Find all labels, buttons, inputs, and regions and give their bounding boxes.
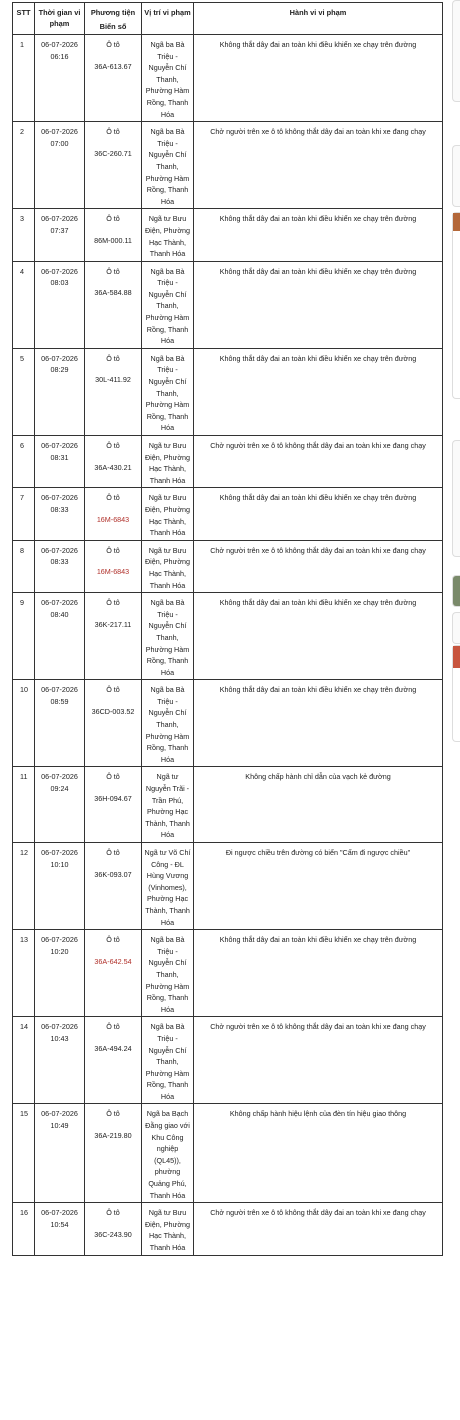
cell-plate: 36A-494.24 bbox=[94, 1043, 132, 1053]
cell-vehicle bbox=[85, 680, 142, 767]
cell-vehicle bbox=[85, 843, 142, 930]
table-row bbox=[13, 261, 443, 348]
cell-behavior: Không thắt dây đai an toàn khi điều khiển xe chạy trên đường bbox=[194, 35, 443, 122]
header-location: Vị trí vi phạm bbox=[142, 3, 194, 35]
cell-clock: 10:43 bbox=[50, 1033, 69, 1043]
table-row bbox=[13, 1203, 443, 1255]
cell-date: 06-07-2026 bbox=[41, 685, 78, 695]
cell-stt: 10 bbox=[13, 680, 35, 767]
table-row bbox=[13, 540, 443, 592]
cell-behavior: Không thắt dây đai an toàn khi điều khiển xe chạy trên đường bbox=[194, 348, 443, 435]
cell-clock: 07:00 bbox=[50, 138, 69, 148]
cell-time bbox=[35, 1017, 85, 1104]
cell-date: 06-07-2026 bbox=[41, 214, 78, 224]
cell-vehicle-type: Ô tô bbox=[106, 545, 120, 555]
header-vehicle-line1: Phương tiện bbox=[90, 8, 136, 17]
table-row bbox=[13, 843, 443, 930]
cell-behavior: Không thắt dây đai an toàn khi điều khiển xe chạy trên đường bbox=[194, 930, 443, 1017]
cell-clock: 07:37 bbox=[50, 225, 69, 235]
cell-location: Ngã tư Bưu Điện, Phường Hạc Thành, Thanh Hóa bbox=[142, 1203, 194, 1255]
cell-vehicle bbox=[85, 261, 142, 348]
cell-behavior: Chở người trên xe ô tô không thắt dây đai an toàn khi xe đang chạy bbox=[194, 1017, 443, 1104]
cell-stt: 16 bbox=[13, 1203, 35, 1255]
cell-date: 06-07-2026 bbox=[41, 1022, 78, 1032]
cell-vehicle-type: Ô tô bbox=[106, 1109, 120, 1119]
cell-date: 06-07-2026 bbox=[41, 772, 78, 782]
cell-plate: 86M-000.11 bbox=[94, 235, 132, 245]
cell-time bbox=[35, 348, 85, 435]
cell-time bbox=[35, 35, 85, 122]
edge-panel-1 bbox=[452, 0, 460, 102]
cell-location: Ngã ba Bà Triệu - Nguyễn Chí Thanh, Phường Hàm Rồng, Thanh Hóa bbox=[142, 348, 194, 435]
cell-plate: 16M-6843 bbox=[96, 514, 130, 524]
cell-behavior: Đi ngược chiều trên đường có biển "Cấm đi ngược chiều" bbox=[194, 843, 443, 930]
cell-date: 06-07-2026 bbox=[41, 266, 78, 276]
cell-plate: 36H-094.67 bbox=[94, 794, 132, 804]
cell-clock: 08:31 bbox=[50, 452, 69, 462]
cell-vehicle-type: Ô tô bbox=[106, 493, 120, 503]
cell-clock: 10:49 bbox=[50, 1121, 69, 1131]
table-row bbox=[13, 680, 443, 767]
cell-time bbox=[35, 1203, 85, 1255]
cell-stt: 3 bbox=[13, 209, 35, 261]
cell-vehicle-type: Ô tô bbox=[106, 1022, 120, 1032]
cell-time bbox=[35, 593, 85, 680]
cell-stt: 5 bbox=[13, 348, 35, 435]
cell-plate: 36A-219.80 bbox=[94, 1131, 132, 1141]
cell-plate: 36A-613.67 bbox=[94, 61, 132, 71]
cell-behavior: Chở người trên xe ô tô không thắt dây đai an toàn khi xe đang chạy bbox=[194, 122, 443, 209]
cell-plate: 36C-243.90 bbox=[94, 1229, 132, 1239]
cell-location: Ngã ba Bà Triệu - Nguyễn Chí Thanh, Phường Hàm Rồng, Thanh Hóa bbox=[142, 680, 194, 767]
cell-vehicle bbox=[85, 35, 142, 122]
cell-time bbox=[35, 436, 85, 488]
cell-time bbox=[35, 122, 85, 209]
cell-behavior: Không chấp hành hiệu lệnh của đèn tín hiệu giao thông bbox=[194, 1104, 443, 1203]
cell-location: Ngã tư Bưu Điện, Phường Hạc Thành, Thanh Hóa bbox=[142, 436, 194, 488]
cell-location: Ngã tư Nguyễn Trãi - Trần Phú, Phường Hạc Thành, Thanh Hóa bbox=[142, 767, 194, 843]
cell-stt: 1 bbox=[13, 35, 35, 122]
cell-date: 06-07-2026 bbox=[41, 935, 78, 945]
cell-location: Ngã ba Bà Triệu - Nguyễn Chí Thanh, Phường Hàm Rồng, Thanh Hóa bbox=[142, 122, 194, 209]
cell-date: 06-07-2026 bbox=[41, 598, 78, 608]
cell-plate: 36CD-003.52 bbox=[91, 706, 135, 716]
cell-vehicle bbox=[85, 436, 142, 488]
cell-vehicle-type: Ô tô bbox=[106, 598, 120, 608]
header-stt: STT bbox=[13, 3, 35, 35]
cell-vehicle-type: Ô tô bbox=[106, 266, 120, 276]
cell-location: Ngã ba Bà Triệu - Nguyễn Chí Thanh, Phường Hàm Rồng, Thanh Hóa bbox=[142, 261, 194, 348]
violations-table-wrap bbox=[12, 2, 442, 1256]
cell-date: 06-07-2026 bbox=[41, 353, 78, 363]
cell-plate: 36K-093.07 bbox=[94, 869, 132, 879]
cell-vehicle-type: Ô tô bbox=[106, 848, 120, 857]
cell-location: Ngã tư Bưu Điện, Phường Hạc Thành, Thanh Hóa bbox=[142, 540, 194, 592]
cell-vehicle bbox=[85, 767, 142, 843]
cell-vehicle-type: Ô tô bbox=[106, 353, 120, 363]
cell-stt: 2 bbox=[13, 122, 35, 209]
cell-vehicle bbox=[85, 930, 142, 1017]
cell-time bbox=[35, 261, 85, 348]
cell-location: Ngã ba Bà Triệu - Nguyễn Chí Thanh, Phường Hàm Rồng, Thanh Hóa bbox=[142, 1017, 194, 1104]
table-row bbox=[13, 593, 443, 680]
table-row bbox=[13, 1017, 443, 1104]
header-vehicle bbox=[85, 3, 142, 35]
cell-clock: 10:10 bbox=[50, 859, 69, 869]
cell-vehicle bbox=[85, 1017, 142, 1104]
table-row bbox=[13, 209, 443, 261]
cell-date: 06-07-2026 bbox=[41, 127, 78, 137]
cell-vehicle-type: Ô tô bbox=[106, 1208, 120, 1218]
cell-clock: 08:03 bbox=[50, 278, 69, 288]
cell-date: 06-07-2026 bbox=[41, 545, 78, 555]
cell-vehicle bbox=[85, 593, 142, 680]
cell-vehicle bbox=[85, 209, 142, 261]
cell-date: 06-07-2026 bbox=[41, 441, 78, 450]
cell-behavior: Không thắt dây đai an toàn khi điều khiển xe chạy trên đường bbox=[194, 261, 443, 348]
table-header-row bbox=[13, 3, 443, 35]
cell-time bbox=[35, 488, 85, 540]
cell-stt: 15 bbox=[13, 1104, 35, 1203]
table-row bbox=[13, 488, 443, 540]
cell-time bbox=[35, 767, 85, 843]
cell-vehicle-type: Ô tô bbox=[106, 935, 120, 945]
cell-date: 06-07-2026 bbox=[41, 493, 78, 503]
cell-vehicle bbox=[85, 122, 142, 209]
table-row bbox=[13, 1104, 443, 1203]
cell-stt: 12 bbox=[13, 843, 35, 930]
table-row bbox=[13, 35, 443, 122]
cell-clock: 08:40 bbox=[50, 609, 69, 619]
header-vehicle-line2: Biển số bbox=[99, 22, 127, 31]
header-behavior: Hành vi vi phạm bbox=[194, 3, 443, 35]
cell-clock: 06:16 bbox=[50, 51, 69, 61]
cell-clock: 08:59 bbox=[50, 696, 69, 706]
cell-plate: 36A-584.88 bbox=[94, 288, 132, 298]
cell-date: 06-07-2026 bbox=[41, 40, 78, 49]
cell-stt: 14 bbox=[13, 1017, 35, 1104]
edge-image-thumb bbox=[452, 575, 460, 607]
edge-panel-5 bbox=[452, 612, 460, 644]
table-body bbox=[13, 35, 443, 1256]
cell-behavior: Không chấp hành chỉ dẫn của vạch kẻ đường bbox=[194, 767, 443, 843]
table-row bbox=[13, 436, 443, 488]
violations-table bbox=[12, 2, 443, 1256]
cell-time bbox=[35, 930, 85, 1017]
edge-panel-6 bbox=[452, 645, 460, 742]
cell-clock: 10:54 bbox=[50, 1219, 69, 1229]
cell-stt: 8 bbox=[13, 540, 35, 592]
table-row bbox=[13, 348, 443, 435]
cell-behavior: Chở người trên xe ô tô không thắt dây đai an toàn khi xe đang chạy bbox=[194, 540, 443, 592]
cell-vehicle-type: Ô tô bbox=[106, 40, 120, 49]
cell-location: Ngã ba Bạch Đằng giao với Khu Công nghiệp (QL45)), phường Quảng Phú, Thanh Hóa bbox=[142, 1104, 194, 1203]
cell-location: Ngã ba Bà Triệu - Nguyễn Chí Thanh, Phường Hàm Rồng, Thanh Hóa bbox=[142, 35, 194, 122]
cell-location: Ngã tư Bưu Điện, Phường Hạc Thành, Thanh Hóa bbox=[142, 209, 194, 261]
edge-panel-2 bbox=[452, 145, 460, 207]
cell-vehicle bbox=[85, 540, 142, 592]
cell-location: Ngã tư Võ Chí Công - ĐL Hùng Vương (Vinhomes), Phường Hạc Thành, Thanh Hóa bbox=[142, 843, 194, 930]
cell-date: 06-07-2026 bbox=[41, 1208, 78, 1218]
cell-location: Ngã ba Bà Triệu - Nguyễn Chí Thanh, Phường Hàm Rồng, Thanh Hóa bbox=[142, 593, 194, 680]
edge-panel-3 bbox=[452, 212, 460, 399]
cell-behavior: Không thắt dây đai an toàn khi điều khiển xe chạy trên đường bbox=[194, 680, 443, 767]
cell-location: Ngã tư Bưu Điện, Phường Hạc Thành, Thanh Hóa bbox=[142, 488, 194, 540]
cell-location: Ngã ba Bà Triệu - Nguyễn Chí Thanh, Phường Hàm Rồng, Thanh Hóa bbox=[142, 930, 194, 1017]
cell-behavior: Không thắt dây đai an toàn khi điều khiển xe chạy trên đường bbox=[194, 209, 443, 261]
cell-date: 06-07-2026 bbox=[41, 848, 78, 857]
cell-plate: 16M-6843 bbox=[96, 567, 130, 577]
cell-time bbox=[35, 209, 85, 261]
cell-time bbox=[35, 680, 85, 767]
cell-vehicle bbox=[85, 348, 142, 435]
cell-date: 06-07-2026 bbox=[41, 1109, 78, 1119]
cell-stt: 6 bbox=[13, 436, 35, 488]
cell-time bbox=[35, 1104, 85, 1203]
cell-behavior: Không thắt dây đai an toàn khi điều khiển xe chạy trên đường bbox=[194, 593, 443, 680]
header-time: Thời gian vi phạm bbox=[35, 3, 85, 35]
cell-stt: 9 bbox=[13, 593, 35, 680]
cell-vehicle-type: Ô tô bbox=[106, 772, 120, 782]
cell-vehicle-type: Ô tô bbox=[106, 685, 120, 695]
cell-vehicle bbox=[85, 1104, 142, 1203]
cell-vehicle-type: Ô tô bbox=[106, 214, 120, 224]
cell-plate: 30L-411.92 bbox=[95, 375, 131, 385]
cell-vehicle-type: Ô tô bbox=[106, 127, 120, 137]
table-row bbox=[13, 767, 443, 843]
table-row bbox=[13, 122, 443, 209]
cell-time bbox=[35, 540, 85, 592]
cell-clock: 10:20 bbox=[50, 946, 69, 956]
cell-vehicle-type: Ô tô bbox=[106, 441, 120, 450]
cell-stt: 4 bbox=[13, 261, 35, 348]
table-row bbox=[13, 930, 443, 1017]
cell-behavior: Chở người trên xe ô tô không thắt dây đai an toàn khi xe đang chạy bbox=[194, 1203, 443, 1255]
cell-behavior: Không thắt dây đai an toàn khi điều khiển xe chạy trên đường bbox=[194, 488, 443, 540]
cell-plate: 36K-217.11 bbox=[94, 619, 132, 629]
edge-panel-4 bbox=[452, 440, 460, 557]
cell-stt: 11 bbox=[13, 767, 35, 843]
cell-vehicle bbox=[85, 1203, 142, 1255]
cell-plate: 36A-430.21 bbox=[94, 462, 132, 472]
cell-clock: 08:29 bbox=[50, 365, 69, 375]
cell-stt: 7 bbox=[13, 488, 35, 540]
cell-clock: 08:33 bbox=[50, 557, 69, 567]
cell-clock: 08:33 bbox=[50, 504, 69, 514]
cell-clock: 09:24 bbox=[50, 784, 69, 794]
cell-behavior: Chở người trên xe ô tô không thắt dây đai an toàn khi xe đang chạy bbox=[194, 436, 443, 488]
cell-vehicle bbox=[85, 488, 142, 540]
cell-plate: 36C-260.71 bbox=[94, 148, 132, 158]
cell-time bbox=[35, 843, 85, 930]
cell-plate: 36A-642.54 bbox=[94, 956, 132, 966]
cell-stt: 13 bbox=[13, 930, 35, 1017]
